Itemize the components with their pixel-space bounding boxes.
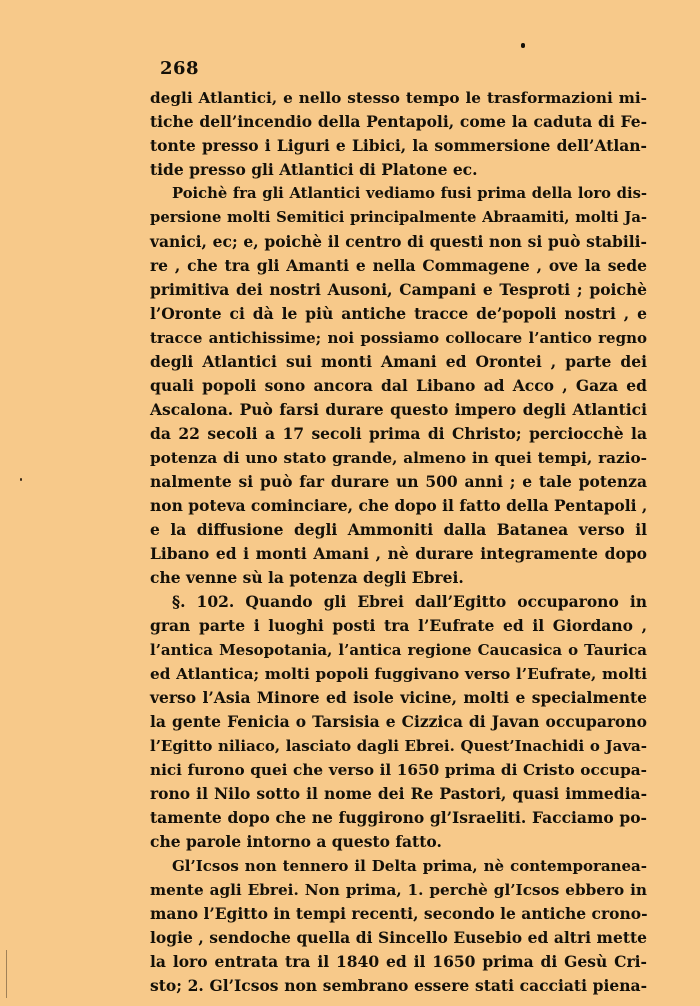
text-line: degli Atlantici sui monti Amani ed Orontei , parte dei <box>150 352 647 371</box>
text-line: primitiva dei nostri Ausoni, Campani e Tesproti ; poichè <box>150 280 647 299</box>
text-line: verso l’Asia Minore ed isole vicine, molti e specialmente <box>150 688 647 707</box>
text-line: Libano ed i monti Amani , nè durare integramente dopo <box>150 544 647 563</box>
text-line: l’Egitto niliaco, lasciato dagli Ebrei. Quest’Inachidi o Java- <box>150 737 647 755</box>
text-line: vanici, ec; e, poichè il centro di questi non si può stabili- <box>150 232 647 251</box>
text-line: la gente Fenicia o Tarsisia e Cizzica di Javan occuparono <box>150 712 647 731</box>
text-line: la loro entrata tra il 1840 ed il 1650 prima di Gesù Cri- <box>150 952 647 971</box>
text-line: degli Atlantici, e nello stesso tempo le trasformazioni mi- <box>150 89 647 107</box>
text-line: potenza di uno stato grande, almeno in quei tempi, razio- <box>150 449 647 467</box>
text-line: persione molti Semitici principalmente Abraamiti, molti Ja- <box>150 209 647 226</box>
text-line: re , che tra gli Amanti e nella Commagene , ove la sede <box>150 256 647 275</box>
text-line: non poteva cominciare, che dopo il fatto della Pentapoli , <box>150 496 648 515</box>
text-line: rono il Nilo sotto il nome dei Re Pastori, quasi immedia- <box>150 784 647 803</box>
text-line: Ascalona. Può farsi durare questo impero degli Atlantici <box>150 400 647 419</box>
text-line: da 22 secoli a 17 secoli prima di Christo; perciocchè la <box>150 424 647 443</box>
text-line: §. 102. Quando gli Ebrei dall’Egitto occuparono in <box>172 592 647 611</box>
text-line: sto; 2. Gl’Icsos non sembrano essere stati cacciati piena- <box>150 976 647 995</box>
ink-speck <box>521 43 525 48</box>
text-line: Gl’Icsos non tennero il Delta prima, nè contemporanea- <box>172 857 647 875</box>
text-line: Poichè fra gli Atlantici vediamo fusi prima della loro dis- <box>172 185 647 202</box>
text-line: nici furono quei che verso il 1650 prima di Cristo occupa- <box>150 761 647 779</box>
text-line: che venne sù la potenza degli Ebrei. <box>150 568 464 587</box>
text-line: l’Oronte ci dà le più antiche tracce de’popoli nostri , e <box>150 304 647 323</box>
text-line: che parole intorno a questo fatto. <box>150 832 442 851</box>
text-line: ed Atlantica; molti popoli fuggivano verso l’Eufrate, molti <box>150 665 647 683</box>
text-line: tiche dell’incendio della Pentapoli, come la caduta di Fe- <box>150 112 647 131</box>
ink-speck <box>20 478 22 481</box>
text-line: gran parte i luoghi posti tra l’Eufrate ed il Giordano , <box>150 616 647 635</box>
text-line: tamente dopo che ne fuggirono gl’Israeliti. Facciamo po- <box>150 808 647 827</box>
text-line: quali popoli sono ancora dal Libano ad Acco , Gaza ed <box>150 376 647 395</box>
text-line: nalmente si può far durare un 500 anni ; e tale potenza <box>150 472 647 491</box>
text-line: tonte presso i Liguri e Libici, la sommersione dell’Atlan- <box>150 136 647 155</box>
text-line: mano l’Egitto in tempi recenti, secondo le antiche crono- <box>150 904 648 923</box>
page-edge-mark <box>6 950 7 998</box>
text-line: logie , sendoche quella di Sincello Eusebio ed altri mette <box>150 928 647 947</box>
text-line: e la diffusione degli Ammoniti dalla Batanea verso il <box>150 520 647 539</box>
text-line: tracce antichissime; noi possiamo collocare l’antico regno <box>150 329 647 347</box>
text-line: tide presso gli Atlantici di Platone ec. <box>150 160 478 179</box>
body-text <box>150 86 647 998</box>
text-line: mente agli Ebrei. Non prima, 1. perchè gl’Icsos ebbero in <box>150 881 647 899</box>
page-number: 268 <box>160 58 200 79</box>
text-line: l’antica Mesopotania, l’antica regione Caucasica o Taurica <box>150 641 647 659</box>
